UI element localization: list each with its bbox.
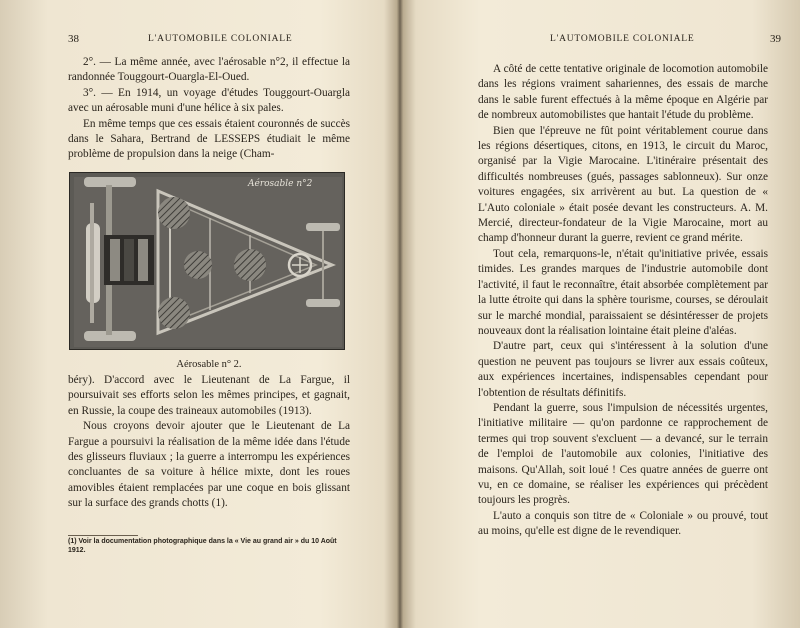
paragraph: Tout cela, remarquons-le, n'était qu'initiative privée, essais timides. Les grandes marques de l'industrie automobile dont l'activité, il faut le reconnaître, était absorbée complètement par la lutte étroite qui dans la sphère tourisme, courses, se déroulait sur le marché mondial, paraissaient se désintéresser de projets nouveaux dont la réalisation lointaine était pleine d'aléas.	[478, 247, 768, 337]
running-head-left: L'AUTOMOBILE COLONIALE	[148, 34, 293, 44]
page-number-right: 39	[770, 33, 781, 45]
paragraph: Nous croyons devoir ajouter que le Lieutenant de La Fargue a poursuivi la réalisation de la même idée dans l'étude des glisseurs fluviaux ; la guerre a interrompu les expériences concluantes de sa voiture à hélice mixte, dont les roues amovibles étaient remplacées par une coque en bois glissant sur la surface des grands chotts (1).	[68, 420, 350, 510]
paragraph: En même temps que ces essais étaient couronnés de succès dans le Sahara, Bertrand de LESSEPS étudiait le même problème de propulsion dans la neige (Cham-	[68, 117, 350, 161]
footnote: (1) Voir la documentation photographique dans la « Vie au grand air » du 10 Août 1912.	[68, 538, 337, 554]
page-number-left: 38	[68, 33, 79, 45]
paragraph: L'auto a conquis son titre de « Coloniale » ou prouvé, tout au moins, qu'elle est digne de le revendiquer.	[478, 509, 768, 538]
figure-caption: Aérosable n° 2.	[176, 359, 242, 370]
paragraph: D'autre part, ceux qui s'intéressent à la solution d'une question ne peuvent pas toujours se livrer aux essais coûteux, aux expériences incertaines, indispensables cependant pour l'obtention de résultats définitifs.	[478, 340, 768, 399]
left-bottom-text	[68, 373, 350, 512]
paragraph: 2°. — La même année, avec l'aérosable n°2, il effectue la randonnée Touggourt-Ouargla-El-Oued.	[68, 56, 350, 84]
figure-inscription: Aérosable n°2	[248, 179, 313, 189]
aerosable-drawing	[70, 173, 345, 350]
paragraph: béry). D'accord avec le Lieutenant de La Fargue, il poursuivait ses efforts selon les mêmes principes, et gagnait, en Russie, la coupe des traineaux automobiles (1913).	[68, 374, 350, 417]
left-top-text	[68, 55, 350, 163]
footnote-rule	[68, 535, 138, 536]
right-main-text	[478, 62, 768, 540]
paragraph: Bien que l'épreuve ne fût point véritablement courue dans les régions désertiques, citons, en 1913, le circuit du Maroc, organisé par la Vigie Marocaine. L'itinéraire présentait des difficultés nombreuses (gués, passages sablonneux). Sur onze voitures engagées, six arrivèrent au but. La question de « L'Auto coloniale » était posée devant les constructeurs. A. M. Mercié, directeur-fondateur de la Vigie Marocaine, mort au champ d'honneur durant la guerre, revient ce grand mérite.	[478, 124, 768, 245]
paragraph: A côté de cette tentative originale de locomotion automobile dans les régions vraiment sahariennes, des essais de marche dans le sable furent effectués à la même époque en Algérie par de nombreux automobilistes que hantait l'étude du problème.	[478, 63, 768, 122]
paragraph: 3°. — En 1914, un voyage d'études Touggourt-Ouargla avec un aérosable muni d'une hélice à six pales.	[68, 86, 350, 115]
paragraph: Pendant la guerre, sous l'impulsion de nécessités urgentes, l'initiative militaire — qu'on pardonne ce rapprochement de termes qui trop souvent s'excluent — a devancé, sur le terrain de l'emploi de l'automobile aux colonies, l'initiative des maisons. Qu'Allah, soit loué ! Ces quatre années de guerre ont vu, en ce domaine, se réaliser les expériences qui précèdent toujours les progrès.	[478, 401, 768, 507]
aerosable-photograph	[69, 172, 345, 350]
running-head-right: L'AUTOMOBILE COLONIALE	[550, 34, 695, 44]
